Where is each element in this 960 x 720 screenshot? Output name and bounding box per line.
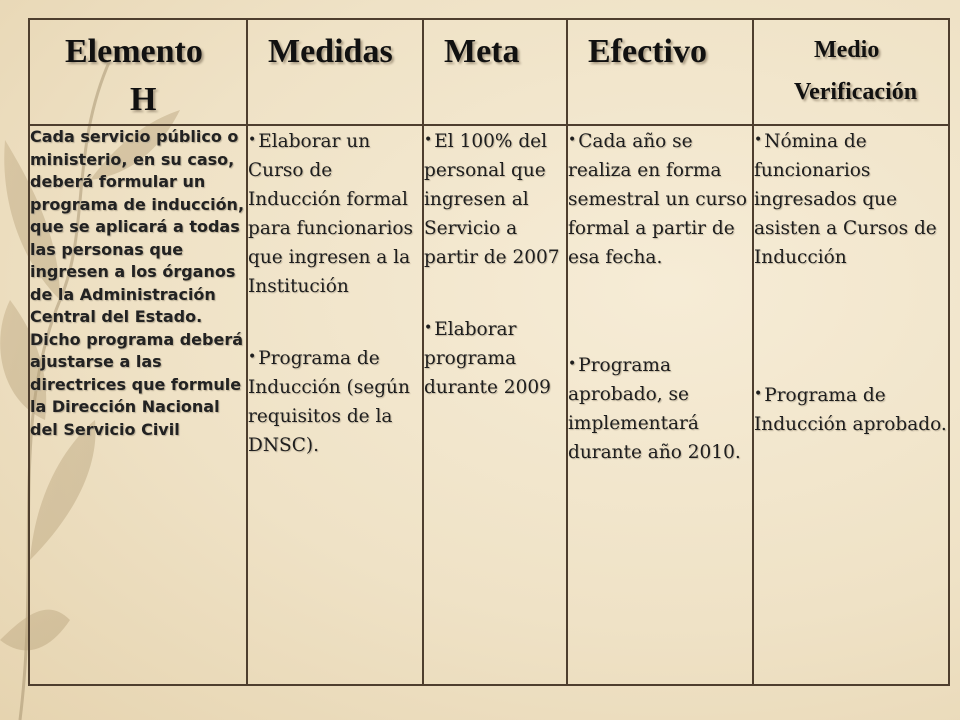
bullet-icon: • bbox=[424, 320, 433, 336]
meta-cell bbox=[423, 125, 567, 685]
bullet-icon: • bbox=[568, 356, 577, 372]
bullet-icon: • bbox=[248, 132, 257, 148]
efectivo-cell bbox=[567, 125, 753, 685]
elemento-cell bbox=[29, 125, 247, 685]
header-medidas: Medidas bbox=[247, 19, 423, 125]
header-meta: Meta bbox=[423, 19, 567, 125]
bullet-icon: • bbox=[754, 386, 763, 402]
header-medio-verificacion: Medio Verificación bbox=[753, 19, 949, 125]
efectivo-item: • Programa aprobado, se implementará durante año 2010. bbox=[568, 355, 741, 463]
medio-verificacion-cell bbox=[753, 125, 949, 685]
bullet-icon: • bbox=[424, 132, 433, 148]
medidas-cell bbox=[247, 125, 423, 685]
header-elemento: Elemento H bbox=[29, 19, 247, 125]
bullet-icon: • bbox=[754, 132, 763, 148]
bullet-icon: • bbox=[568, 132, 577, 148]
header-row bbox=[29, 19, 949, 125]
header-efectivo: Efectivo bbox=[567, 19, 753, 125]
medidas-item: • Programa de Inducción (según requisitos de la DNSC). bbox=[248, 348, 410, 456]
measures-table bbox=[28, 18, 950, 686]
medio-item: • Nómina de funcionarios ingresados que asisten a Cursos de Inducción bbox=[754, 131, 937, 268]
bullet-icon: • bbox=[248, 349, 257, 365]
elemento-text: Cada servicio público o ministerio, en su caso, deberá formular un programa de inducción, que se aplicará a todas las personas que ingresen a los órganos de la Administración Central del Estado. Dicho programa deberá ajustarse a las directrices que formule la Dirección Nacional del Servicio Civil bbox=[30, 127, 245, 439]
content-row bbox=[29, 125, 949, 685]
efectivo-item: • Cada año se realiza en forma semestral un curso formal a partir de esa fecha. bbox=[568, 131, 747, 268]
meta-item: • El 100% del personal que ingresen al Servicio a partir de 2007 bbox=[424, 131, 560, 268]
meta-item: • Elaborar programa durante 2009 bbox=[424, 319, 551, 398]
medio-item: • Programa de Inducción aprobado. bbox=[754, 385, 947, 435]
medidas-item: • Elaborar un Curso de Inducción formal para funcionarios que ingresen a la Institución bbox=[248, 131, 414, 297]
